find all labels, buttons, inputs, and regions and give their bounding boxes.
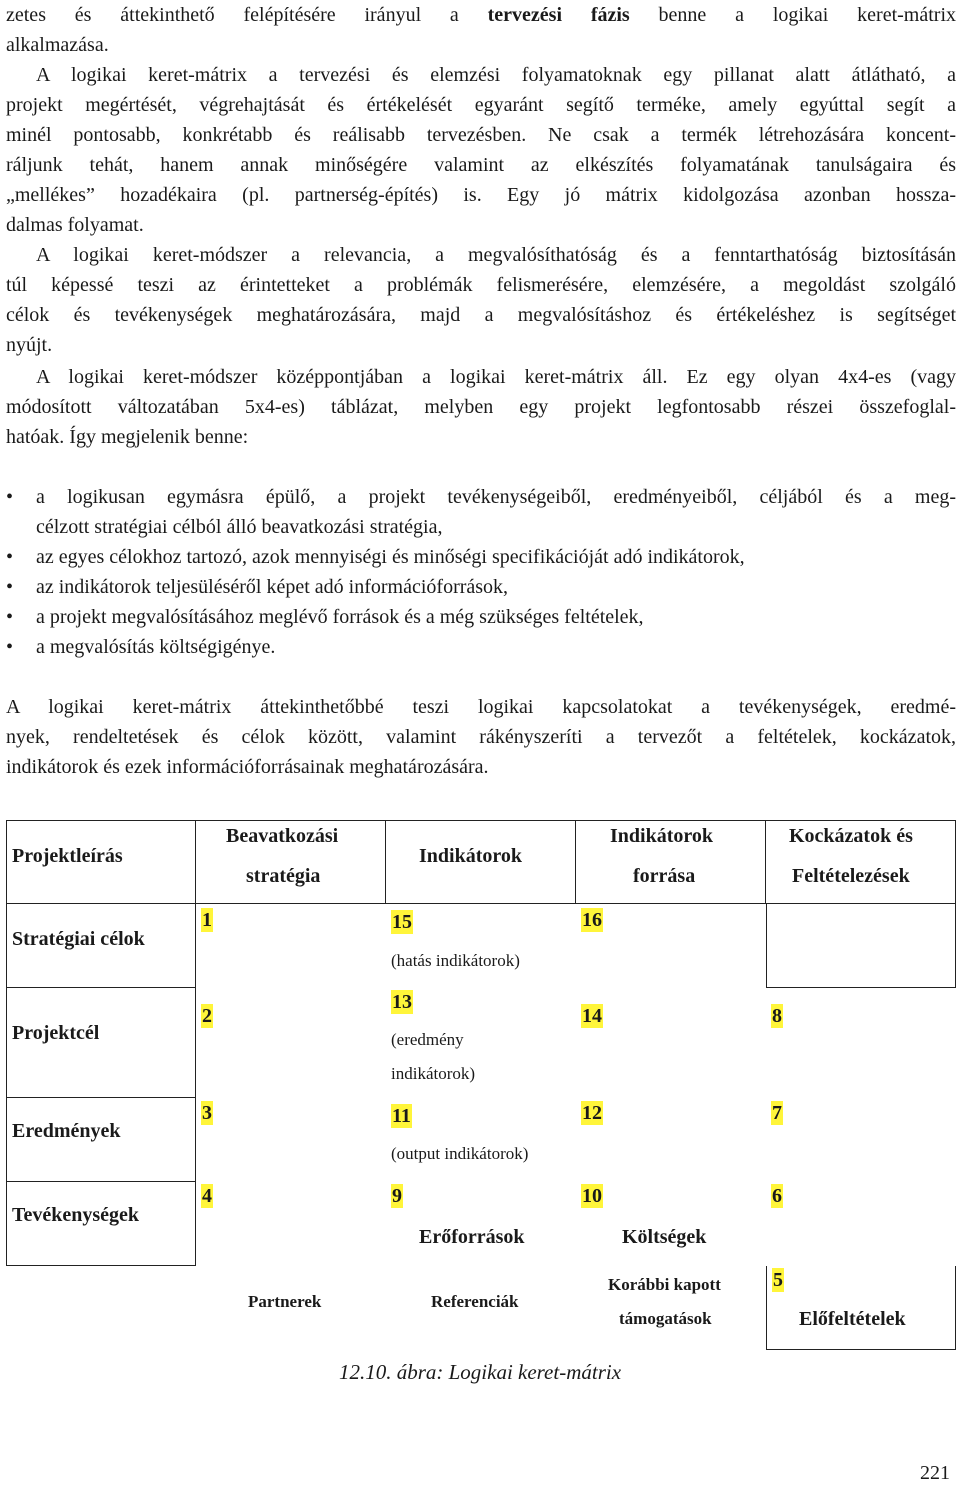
cell-number: 8 xyxy=(772,1005,782,1027)
bold-term: tervezési fázis xyxy=(487,4,630,26)
figure-caption: 12.10. ábra: Logikai keret-mátrix xyxy=(338,1360,622,1384)
row-label-cell xyxy=(6,1182,196,1266)
cell-number: 13 xyxy=(392,991,412,1013)
header-cell xyxy=(576,820,766,904)
header-label: forrása xyxy=(633,865,696,887)
costs-label: Költségek xyxy=(622,1226,707,1248)
header-cell xyxy=(386,820,576,904)
cell-number: 16 xyxy=(582,909,602,931)
cell-number: 9 xyxy=(392,1185,402,1207)
text-line: célok és tevékenységek meghatározására, majd a megvalósításhoz és értékeléshez is segítséget xyxy=(6,304,956,326)
text-line: ráljunk tehát, hanem annak minőségére valamint az elkészítés folyamatának tanulságaira és xyxy=(6,154,956,176)
header-label: Indikátorok xyxy=(610,825,714,847)
cell-number: 10 xyxy=(582,1185,602,1207)
cell-number: 1 xyxy=(202,909,212,931)
previous-support-label: Korábbi kapott xyxy=(608,1275,721,1294)
text-line: A logikai keret-módszer középpontjában a logikai keret-mátrix áll. Ez egy olyan 4x4-es (vagy xyxy=(36,366,956,388)
row-label: Eredmények xyxy=(12,1120,121,1142)
cell-number: 11 xyxy=(392,1105,411,1127)
resources-label: Erőforrások xyxy=(419,1226,525,1248)
empty-cell xyxy=(766,904,956,988)
header-label: Projektleírás xyxy=(12,845,123,867)
page-number: 221 xyxy=(920,1462,950,1484)
previous-support-label: támogatások xyxy=(619,1309,712,1328)
bullet-text: a projekt megvalósításához meglévő források és a még szükséges feltételek, xyxy=(36,606,644,628)
text-line: nyek, rendeltetések és célok között, valamint rákényszeríti a tervezőt a feltételek, kockázatok, xyxy=(6,726,956,748)
text-line: projekt megértését, végrehajtását és értékelését egyaránt segítő terméke, amely egyúttal segít a xyxy=(6,94,956,116)
cell-number: 12 xyxy=(582,1102,602,1124)
bullet-text: célzott stratégiai célból álló beavatkozási stratégia, xyxy=(36,516,443,538)
header-label: stratégia xyxy=(246,865,321,887)
cell-number: 7 xyxy=(772,1102,782,1124)
bullet-text: az indikátorok teljesüléséről képet adó információforrások, xyxy=(36,576,509,598)
cell-number: 4 xyxy=(202,1185,212,1207)
preconditions-cell xyxy=(766,1266,956,1350)
cell-number: 5 xyxy=(773,1269,783,1291)
references-label: Referenciák xyxy=(431,1292,519,1311)
bullet-text: a megvalósítás költségigénye. xyxy=(36,636,276,658)
row-label: Projektcél xyxy=(12,1022,100,1044)
row-label: Stratégiai célok xyxy=(12,928,145,950)
bullet-icon: • xyxy=(6,576,14,598)
text-line: dalmas folyamat. xyxy=(6,214,144,236)
cell-number: 3 xyxy=(202,1102,212,1124)
bullet-icon: • xyxy=(6,546,14,568)
header-cell xyxy=(196,820,386,904)
cell-number: 2 xyxy=(202,1005,212,1027)
partners-label: Partnerek xyxy=(248,1292,322,1311)
bullet-text: a logikusan egymásra épülő, a projekt tevékenységeiből, eredményeiből, céljából és a meg- xyxy=(36,486,956,508)
preconditions-label: Előfeltételek xyxy=(799,1308,906,1330)
text-fragment: zetes és áttekinthető felépítésére irányul a xyxy=(6,4,488,26)
bullet-icon: • xyxy=(6,486,14,508)
header-cell xyxy=(766,820,956,904)
cell-note: indikátorok) xyxy=(391,1064,476,1083)
text-line: A logikai keret-mátrix a tervezési és elemzési folyamatoknak egy pillanat alatt átlátható, a xyxy=(36,64,956,86)
bullet-text: az egyes célokhoz tartozó, azok mennyiségi és minőségi specifikációját adó indikátorok, xyxy=(36,546,745,568)
cell-number: 6 xyxy=(772,1185,782,1207)
text-line: indikátorok és ezek információforrásainak meghatározására. xyxy=(6,756,489,778)
text-fragment: benne a logikai keret-mátrix xyxy=(629,4,957,26)
header-label: Beavatkozási xyxy=(226,825,339,847)
text-line: túl képessé teszi az érintetteket a problémák felismerésére, elemzésére, a megoldást szolgáló xyxy=(6,274,956,296)
text-line: nyújt. xyxy=(6,334,53,356)
cell-note: (output indikátorok) xyxy=(391,1144,529,1163)
row-label-cell xyxy=(6,1098,196,1182)
cell-note: (eredmény xyxy=(391,1030,464,1049)
cell-number: 15 xyxy=(392,911,412,933)
text-line: A logikai keret-mátrix áttekinthetőbbé teszi logikai kapcsolatokat a tevékenységek, eredmé- xyxy=(6,696,956,718)
header-cell xyxy=(6,820,196,904)
cell-note: (hatás indikátorok) xyxy=(391,951,520,970)
row-label-cell xyxy=(6,988,196,1098)
text-line: „mellékes” hozadékaira (pl. partnerség-építés) is. Egy jó mátrix kidolgozása azonban hossza- xyxy=(6,184,956,206)
text-line: hatóak. Így megjelenik benne: xyxy=(6,426,249,448)
text-line: A logikai keret-módszer a relevancia, a megvalósíthatóság és a fenntarthatóság biztosításán xyxy=(36,244,956,266)
text-line: módosított változatában 5x4-es) táblázat, melyben egy projekt legfontosabb részei összefoglal- xyxy=(6,396,956,418)
text-line: minél pontosabb, konkrétabb és reálisabb tervezésben. Ne csak a termék létrehozására koncent- xyxy=(6,124,956,146)
header-label: Kockázatok és xyxy=(789,825,913,847)
row-label: Tevékenységek xyxy=(12,1204,140,1226)
bullet-icon: • xyxy=(6,606,14,628)
cell-number: 14 xyxy=(582,1005,602,1027)
row-label-cell xyxy=(6,904,196,988)
text-line: alkalmazása. xyxy=(6,34,109,56)
bullet-icon: • xyxy=(6,636,14,658)
header-label: Feltételezések xyxy=(792,865,910,887)
header-label: Indikátorok xyxy=(419,845,523,867)
text-line xyxy=(6,0,956,30)
